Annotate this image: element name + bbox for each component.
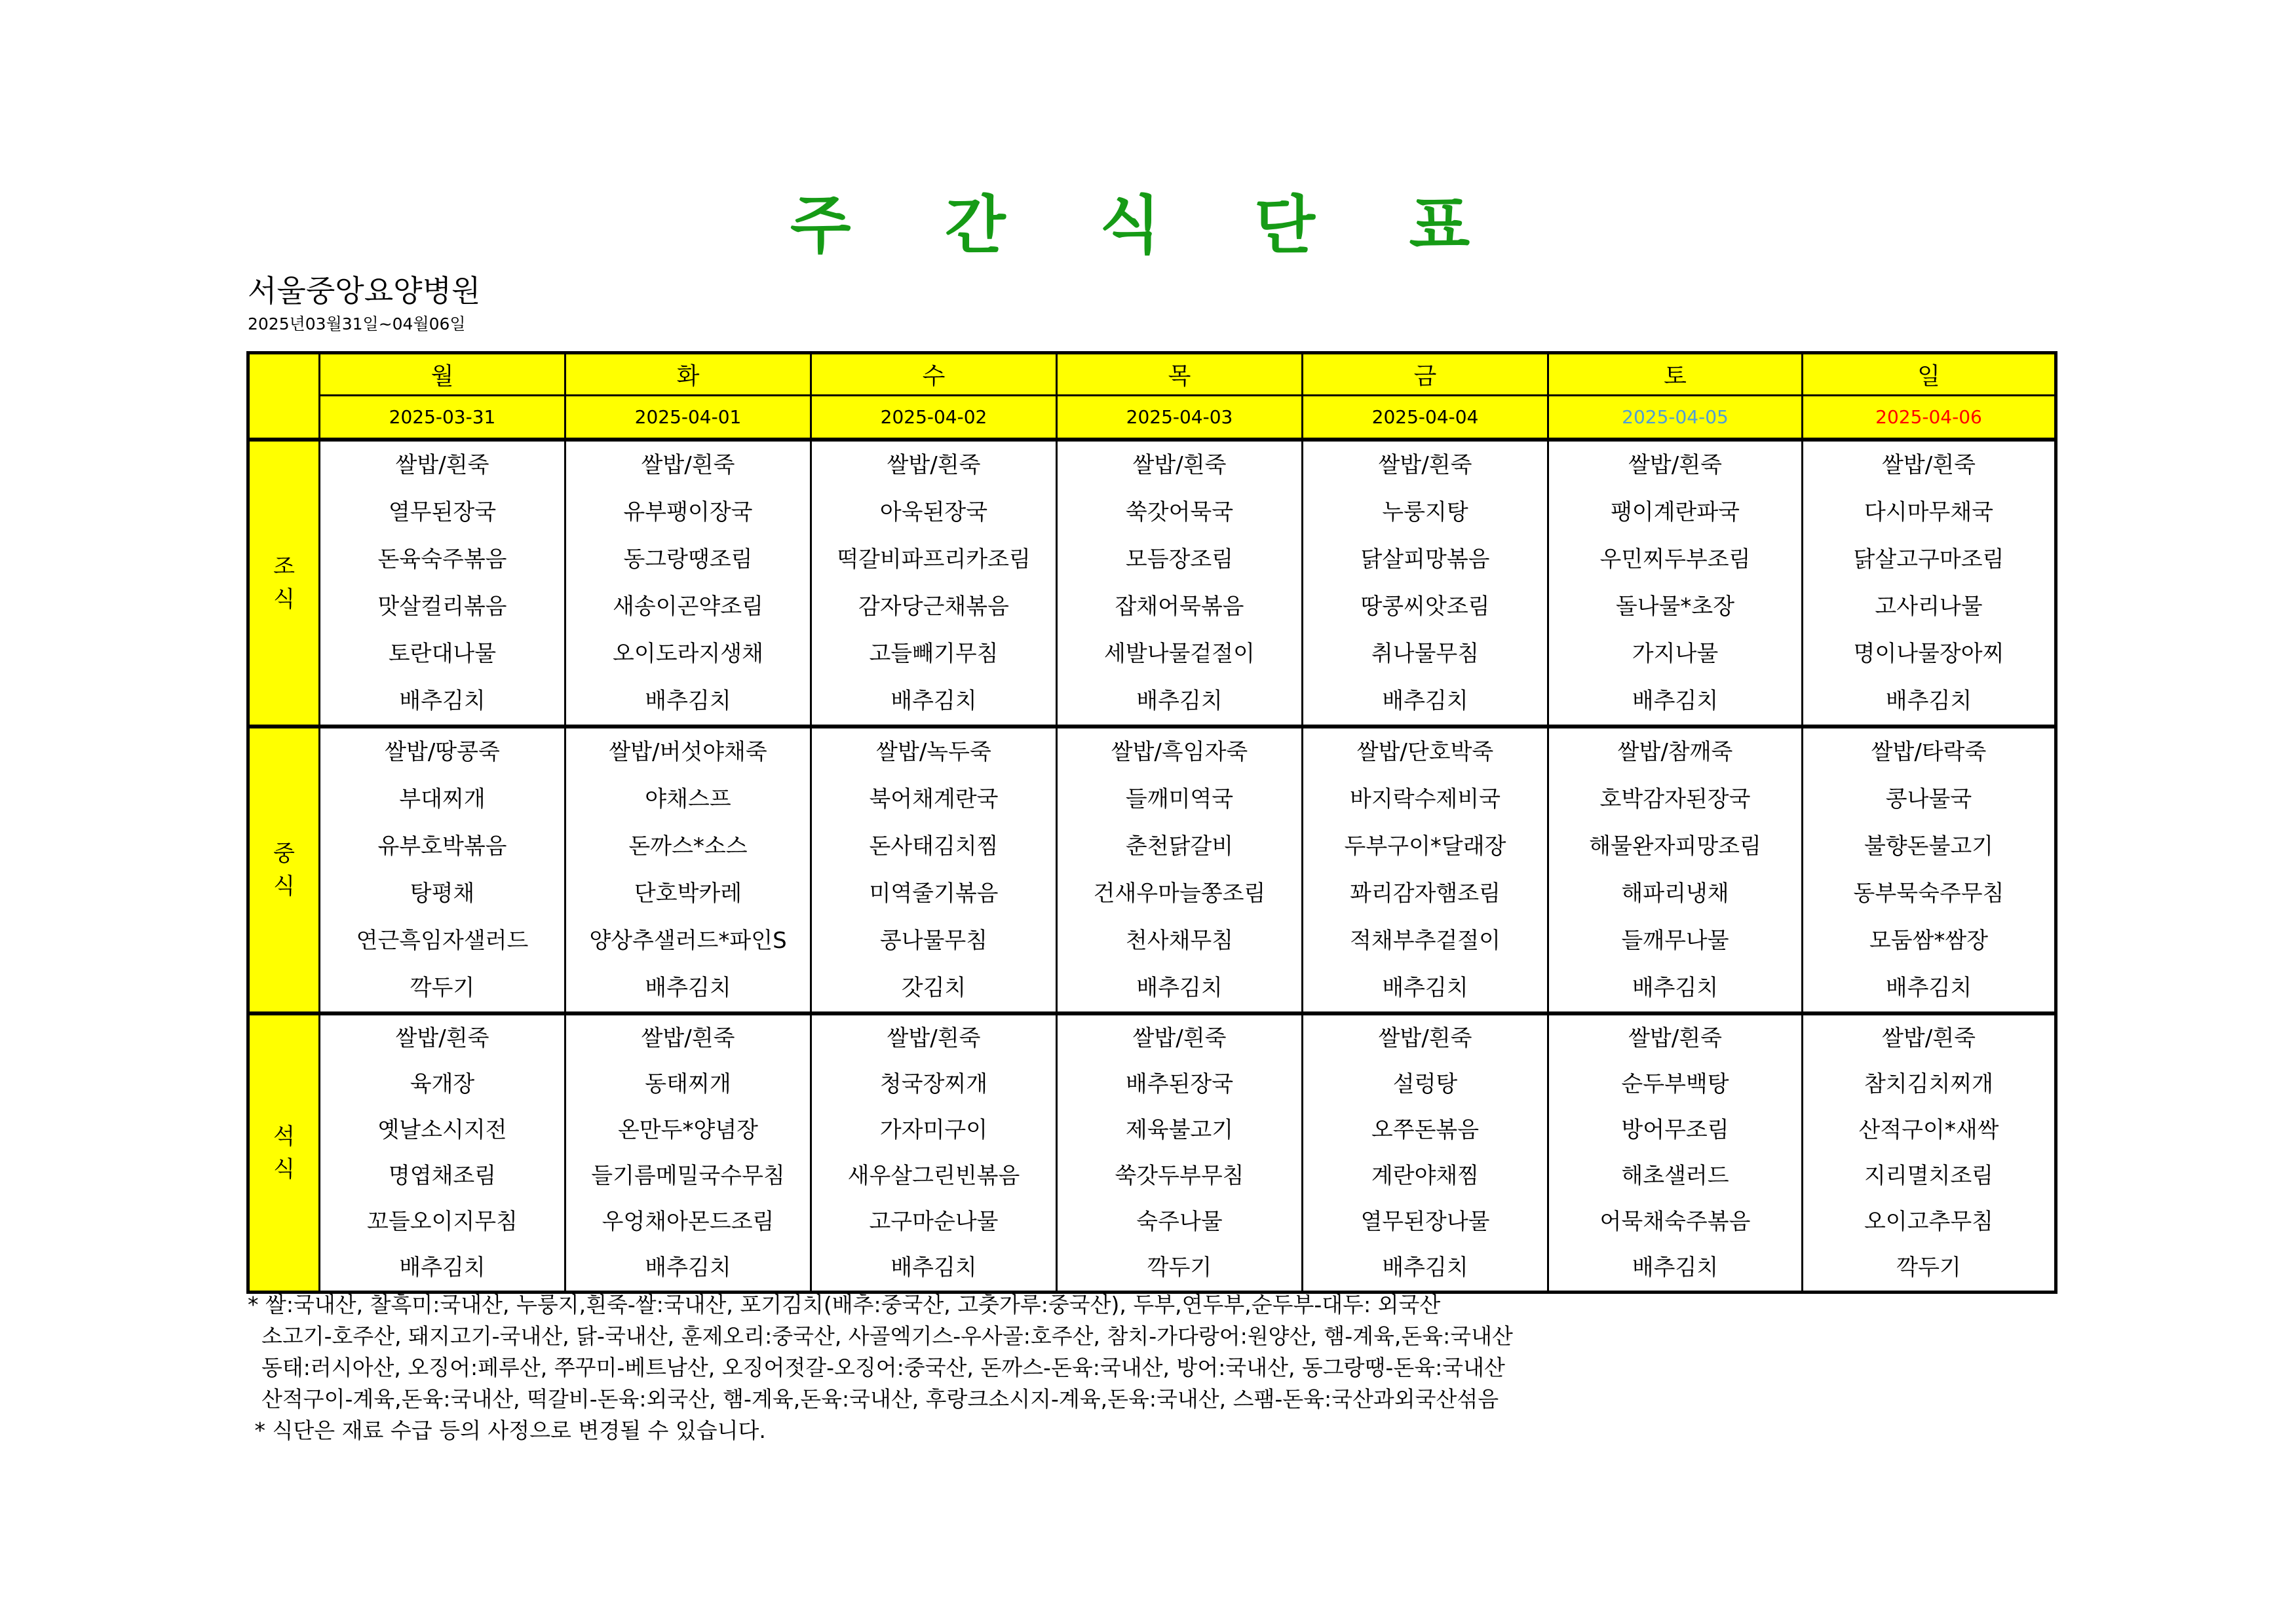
menu-item: 다시마무채국: [1864, 499, 1994, 525]
meal-label-text: 중 식: [273, 840, 295, 899]
note-line: * 식단은 재료 수급 등의 사정으로 변경될 수 있습니다.: [248, 1418, 766, 1443]
menu-item: 유부팽이장국: [623, 499, 753, 525]
menu-item: 쌀밥/흰죽: [1132, 1025, 1227, 1051]
meal-row-dinner: [248, 1013, 2056, 1293]
menu-item: 콩나물무침: [879, 928, 988, 954]
menu-cell: [1548, 727, 1803, 1013]
note-line: 동태:러시아산, 오징어:페루산, 쭈꾸미-베트남산, 오징어젓갈-오징어:중국산, 돈까스-돈육:국내산, 방어:국내산, 동그랑땡-돈육:국내산: [248, 1355, 1505, 1380]
menu-cell: [1803, 1013, 2056, 1293]
menu-cell: [1057, 440, 1303, 727]
menu-item: 모듬장조림: [1125, 546, 1234, 573]
day-header: 월: [320, 353, 565, 396]
menu-item: 적채부추겉절이: [1350, 928, 1501, 954]
menu-item: 배추김치: [1136, 688, 1223, 714]
menu-item: 맛살컬리볶음: [377, 594, 507, 620]
menu-item: 쌀밥/흰죽: [1882, 1025, 1976, 1051]
header-corner: [248, 353, 320, 440]
menu-item: 쌀밥/타락죽: [1871, 739, 1987, 765]
menu-item: 천사채무침: [1125, 928, 1234, 954]
menu-item: 쌀밥/흰죽: [1628, 452, 1722, 478]
menu-item: 닭살고구마조림: [1853, 546, 2004, 573]
menu-item: 온만두*양념장: [617, 1117, 759, 1143]
menu-item: 가자미구이: [879, 1117, 988, 1143]
day-header: 토: [1548, 353, 1803, 396]
menu-cell: [320, 440, 565, 727]
menu-item: 두부구이*달래장: [1344, 833, 1506, 859]
menu-item: 갓김치: [901, 975, 966, 1001]
menu-item: 배추된장국: [1125, 1071, 1234, 1097]
menu-item: 쌀밥/참깨죽: [1617, 739, 1733, 765]
menu-item: 배추김치: [1136, 975, 1223, 1001]
menu-item: 쌀밥/흰죽: [1378, 1025, 1472, 1051]
meal-label-text: 조 식: [273, 554, 295, 613]
meal-label: [248, 727, 320, 1013]
menu-item: 쌀밥/흰죽: [887, 1025, 981, 1051]
menu-item: 쌀밥/흰죽: [1378, 452, 1472, 478]
menu-item: 우민찌두부조림: [1599, 546, 1751, 573]
menu-item: 쌀밥/흰죽: [1132, 452, 1227, 478]
menu-cell: [565, 440, 811, 727]
day-header: 일: [1803, 353, 2056, 396]
menu-item: 동태찌개: [645, 1071, 731, 1097]
note-line: * 쌀:국내산, 찰흑미:국내산, 누룽지,흰죽-쌀:국내산, 포기김치(배추:중국산, 고춧가루:중국산), 두부,연두부,순두부-대두: 외국산: [248, 1292, 1441, 1317]
menu-item: 열무된장국: [388, 499, 497, 525]
day-header: 금: [1303, 353, 1548, 396]
menu-item: 건새우마늘쫑조림: [1093, 880, 1266, 907]
menu-item: 가지나물: [1632, 641, 1719, 667]
menu-item: 설렁탕: [1392, 1071, 1458, 1097]
hospital-name: 서울중앙요양병원: [248, 273, 481, 309]
date-header: 2025-04-06: [1803, 396, 2056, 440]
menu-cell: [1803, 440, 2056, 727]
menu-item: 부대찌개: [399, 786, 486, 812]
menu-item: 깍두기: [1147, 1255, 1212, 1281]
menu-item: 꽈리감자햄조림: [1350, 880, 1501, 907]
menu-item: 어묵채숙주볶음: [1599, 1209, 1751, 1235]
weekly-menu-table: [246, 351, 2057, 1294]
menu-item: 숙주나물: [1136, 1209, 1223, 1235]
menu-item: 오쭈돈볶음: [1371, 1117, 1480, 1143]
menu-item: 쌀밥/흰죽: [1628, 1025, 1722, 1051]
menu-item: 떡갈비파프리카조림: [837, 546, 1031, 573]
menu-item: 명엽채조림: [388, 1163, 497, 1189]
menu-item: 들깨무나물: [1621, 928, 1729, 954]
menu-item: 지리멸치조림: [1864, 1163, 1994, 1189]
menu-item: 누룽지탕: [1382, 499, 1468, 525]
menu-item: 아욱된장국: [879, 499, 988, 525]
menu-item: 돈까스*소스: [628, 833, 748, 859]
menu-item: 콩나물국: [1885, 786, 1972, 812]
menu-item: 제육불고기: [1125, 1117, 1234, 1143]
menu-cell: [1303, 1013, 1548, 1293]
menu-item: 쌀밥/흰죽: [641, 1025, 735, 1051]
menu-item: 돈육숙주볶음: [377, 546, 507, 573]
menu-item: 배추김치: [1382, 1255, 1468, 1281]
menu-item: 동그랑땡조림: [623, 546, 753, 573]
meal-label-text: 석 식: [273, 1124, 295, 1182]
menu-item: 단호박카레: [634, 880, 742, 907]
date-header: 2025-04-05: [1548, 396, 1803, 440]
menu-item: 배추김치: [1885, 688, 1972, 714]
date-header: 2025-04-03: [1057, 396, 1303, 440]
menu-item: 돌나물*초장: [1615, 594, 1735, 620]
menu-item: 우엉채아몬드조림: [602, 1209, 775, 1235]
menu-item: 배추김치: [1632, 1255, 1719, 1281]
menu-item: 쌀밥/흰죽: [395, 1025, 489, 1051]
menu-item: 해물완자피망조림: [1589, 833, 1761, 859]
menu-item: 배추김치: [645, 688, 731, 714]
menu-cell: [811, 727, 1057, 1013]
menu-item: 쌀밥/버섯야채죽: [609, 739, 767, 765]
menu-item: 감자당근채볶음: [858, 594, 1009, 620]
page-title: 주 간 식 단 표: [790, 189, 1506, 262]
menu-item: 고들빼기무침: [869, 641, 999, 667]
menu-item: 고구마순나물: [869, 1209, 999, 1235]
menu-cell: [565, 1013, 811, 1293]
menu-item: 춘천닭갈비: [1125, 833, 1234, 859]
menu-cell: [565, 727, 811, 1013]
menu-item: 쌀밥/흰죽: [887, 452, 981, 478]
menu-item: 팽이계란파국: [1610, 499, 1740, 525]
date-header: 2025-03-31: [320, 396, 565, 440]
menu-item: 땅콩씨앗조림: [1360, 594, 1490, 620]
menu-item: 배추김치: [1632, 688, 1719, 714]
day-header: 목: [1057, 353, 1303, 396]
note-line: 소고기-호주산, 돼지고기-국내산, 닭-국내산, 훈제오리:중국산, 사골엑기스-우사골:호주산, 참치-가다랑어:원양산, 햄-계육,돈육:국내산: [248, 1323, 1513, 1349]
menu-item: 배추김치: [1382, 688, 1468, 714]
menu-item: 깍두기: [410, 975, 475, 1001]
menu-item: 양상추샐러드*파인S: [589, 928, 787, 954]
meal-label: [248, 1013, 320, 1293]
menu-item: 쌀밥/흰죽: [1882, 452, 1976, 478]
date-header: 2025-04-01: [565, 396, 811, 440]
day-header: 화: [565, 353, 811, 396]
menu-cell: [1548, 440, 1803, 727]
menu-item: 고사리나물: [1875, 594, 1983, 620]
menu-item: 배추김치: [1382, 975, 1468, 1001]
menu-item: 산적구이*새싹: [1858, 1117, 1999, 1143]
menu-item: 배추김치: [1632, 975, 1719, 1001]
menu-item: 쌀밥/땅콩죽: [385, 739, 500, 765]
menu-item: 꼬들오이지무침: [367, 1209, 518, 1235]
menu-item: 배추김치: [399, 1255, 486, 1281]
menu-period: 2025년03월31일~04월06일: [248, 314, 466, 333]
date-header: 2025-04-02: [811, 396, 1057, 440]
menu-item: 열무된장나물: [1360, 1209, 1490, 1235]
menu-item: 명이나물장아찌: [1853, 641, 2004, 667]
menu-item: 참치김치찌개: [1864, 1071, 1994, 1097]
menu-item: 바지락수제비국: [1350, 786, 1501, 812]
menu-item: 배추김치: [645, 975, 731, 1001]
menu-item: 방어무조림: [1621, 1117, 1729, 1143]
meal-row-lunch: [248, 727, 2056, 1013]
menu-item: 깍두기: [1896, 1255, 1961, 1281]
menu-item: 쌀밥/흰죽: [641, 452, 735, 478]
menu-cell: [320, 1013, 565, 1293]
meal-label: [248, 440, 320, 727]
menu-item: 배추김치: [890, 1255, 977, 1281]
menu-item: 오이도라지생채: [613, 641, 763, 667]
menu-cell: [1548, 1013, 1803, 1293]
note-line: 산적구이-계육,돈육:국내산, 떡갈비-돈육:외국산, 햄-계육,돈육:국내산, 후랑크소시지-계육,돈육:국내산, 스팸-돈육:국산과외국산섞음: [248, 1386, 1499, 1412]
menu-item: 들깨미역국: [1125, 786, 1234, 812]
menu-item: 새송이곤약조림: [613, 594, 763, 620]
menu-cell: [1057, 1013, 1303, 1293]
menu-item: 유부호박볶음: [377, 833, 507, 859]
menu-cell: [1303, 440, 1548, 727]
menu-cell: [320, 727, 565, 1013]
menu-item: 취나물무침: [1371, 641, 1480, 667]
menu-item: 배추김치: [399, 688, 486, 714]
menu-item: 탕평채: [410, 880, 475, 907]
menu-item: 들기름메밀국수무침: [591, 1163, 785, 1189]
menu-cell: [1303, 727, 1548, 1013]
menu-item: 청국장찌개: [879, 1071, 988, 1097]
menu-item: 호박감자된장국: [1599, 786, 1751, 812]
menu-item: 계란야채찜: [1371, 1163, 1480, 1189]
menu-cell: [811, 440, 1057, 727]
menu-item: 오이고추무침: [1864, 1209, 1994, 1235]
menu-item: 쑥갓어묵국: [1125, 499, 1234, 525]
menu-item: 쑥갓두부무침: [1115, 1163, 1244, 1189]
day-header: 수: [811, 353, 1057, 396]
menu-item: 돈사태김치찜: [869, 833, 999, 859]
menu-cell: [1057, 727, 1303, 1013]
menu-cell: [811, 1013, 1057, 1293]
menu-item: 해파리냉채: [1621, 880, 1729, 907]
menu-item: 배추김치: [645, 1255, 731, 1281]
menu-item: 닭살피망볶음: [1360, 546, 1490, 573]
menu-item: 야채스프: [645, 786, 731, 812]
menu-item: 쌀밥/흑임자죽: [1111, 739, 1248, 765]
menu-item: 쌀밥/단호박죽: [1356, 739, 1494, 765]
menu-item: 옛날소시지전: [377, 1117, 507, 1143]
meal-row-breakfast: [248, 440, 2056, 727]
menu-item: 잡채어묵볶음: [1115, 594, 1244, 620]
menu-item: 배추김치: [1885, 975, 1972, 1001]
menu-item: 모둠쌈*쌈장: [1869, 928, 1989, 954]
origin-notes: [248, 1289, 1513, 1446]
menu-cell: [1803, 727, 2056, 1013]
menu-item: 새우살그린빈볶음: [847, 1163, 1020, 1189]
menu-item: 배추김치: [890, 688, 977, 714]
menu-item: 연근흑임자샐러드: [356, 928, 529, 954]
menu-item: 미역줄기볶음: [869, 880, 999, 907]
menu-item: 순두부백탕: [1621, 1071, 1729, 1097]
date-header: 2025-04-04: [1303, 396, 1548, 440]
menu-item: 세발나물겉절이: [1104, 641, 1255, 667]
menu-item: 동부묵숙주무침: [1853, 880, 2004, 907]
menu-item: 불향돈불고기: [1864, 833, 1994, 859]
menu-item: 토란대나물: [388, 641, 497, 667]
menu-item: 쌀밥/흰죽: [395, 452, 489, 478]
menu-item: 쌀밥/녹두죽: [876, 739, 991, 765]
menu-item: 육개장: [410, 1071, 475, 1097]
menu-item: 해초샐러드: [1621, 1163, 1729, 1189]
menu-item: 북어채계란국: [869, 786, 999, 812]
